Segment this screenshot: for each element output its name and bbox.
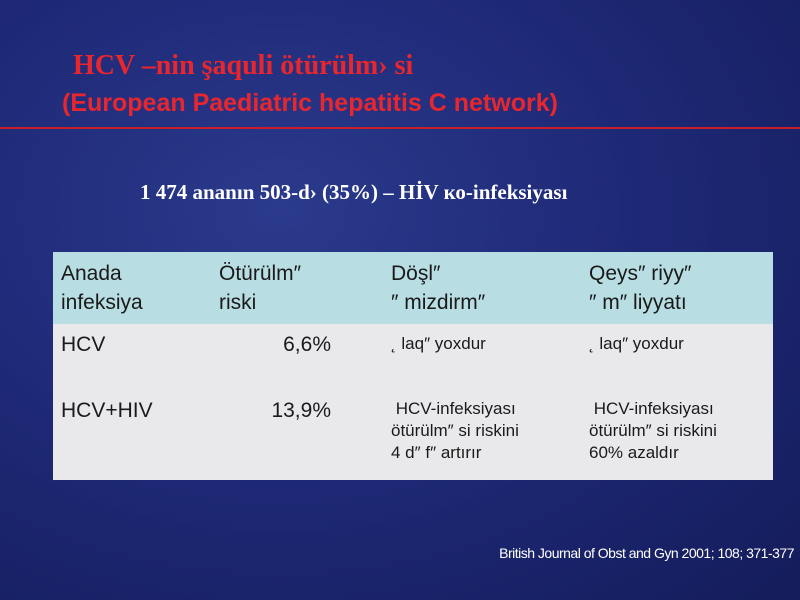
- cohort-summary: 1 474 ananın 503-d› (35%) – HİV ко-infeksiyası: [140, 180, 568, 204]
- header-risk: [213, 252, 383, 324]
- table-row: [53, 386, 773, 480]
- header-infection-line2: infeksiya: [61, 291, 143, 314]
- cell-breastfeeding-line1: HCV-infeksiyası: [391, 399, 516, 418]
- cell-cesarean: [581, 386, 773, 480]
- cell-breastfeeding-line2: ötürülm″ si riskini: [391, 421, 519, 440]
- cell-risk: 6,6%: [283, 333, 331, 356]
- slide-title: HCV –nin şaquli ötürülm› si: [73, 50, 414, 81]
- header-infection: [53, 252, 213, 324]
- header-cesarean-line1: Qeys″ riyy″: [589, 262, 692, 285]
- cell-cesarean-line2: ötürülm″ si riskini: [589, 421, 717, 440]
- cell-breastfeeding: [383, 386, 581, 480]
- table-header-row: [53, 252, 773, 324]
- cell-risk: 13,9%: [271, 399, 331, 422]
- header-risk-line2: riski: [219, 291, 257, 314]
- header-breastfeeding: [383, 252, 581, 324]
- cell-breastfeeding-line3: 4 d″ f″ artırır: [391, 443, 482, 462]
- table-row: [53, 324, 773, 386]
- cell-cesarean-line3: 60% azaldır: [589, 443, 679, 462]
- cell-infection: HCV+HIV: [61, 399, 153, 422]
- header-cesarean: [581, 252, 773, 324]
- transmission-table: [53, 252, 773, 480]
- header-risk-line1: Ötürülm″: [219, 262, 302, 285]
- header-breastfeeding-line2: ″ mizdirm″: [391, 291, 486, 314]
- cell-cesarean-line1: HCV-infeksiyası: [589, 399, 714, 418]
- cell-breastfeeding: ˛ laq″ yoxdur: [391, 334, 486, 353]
- header-infection-line1: Anada: [61, 262, 122, 285]
- slide-subtitle-network: (European Paediatric hepatitis C network): [62, 89, 558, 117]
- header-cesarean-line2: ″ m″ liyyatı: [589, 291, 687, 314]
- cell-infection: HCV: [61, 333, 106, 356]
- cell-cesarean: ˛ laq″ yoxdur: [589, 334, 684, 353]
- citation: British Journal of Obst and Gyn 2001; 108; 371-377: [499, 545, 794, 561]
- title-divider: [0, 127, 800, 129]
- header-breastfeeding-line1: Döşl″: [391, 262, 441, 285]
